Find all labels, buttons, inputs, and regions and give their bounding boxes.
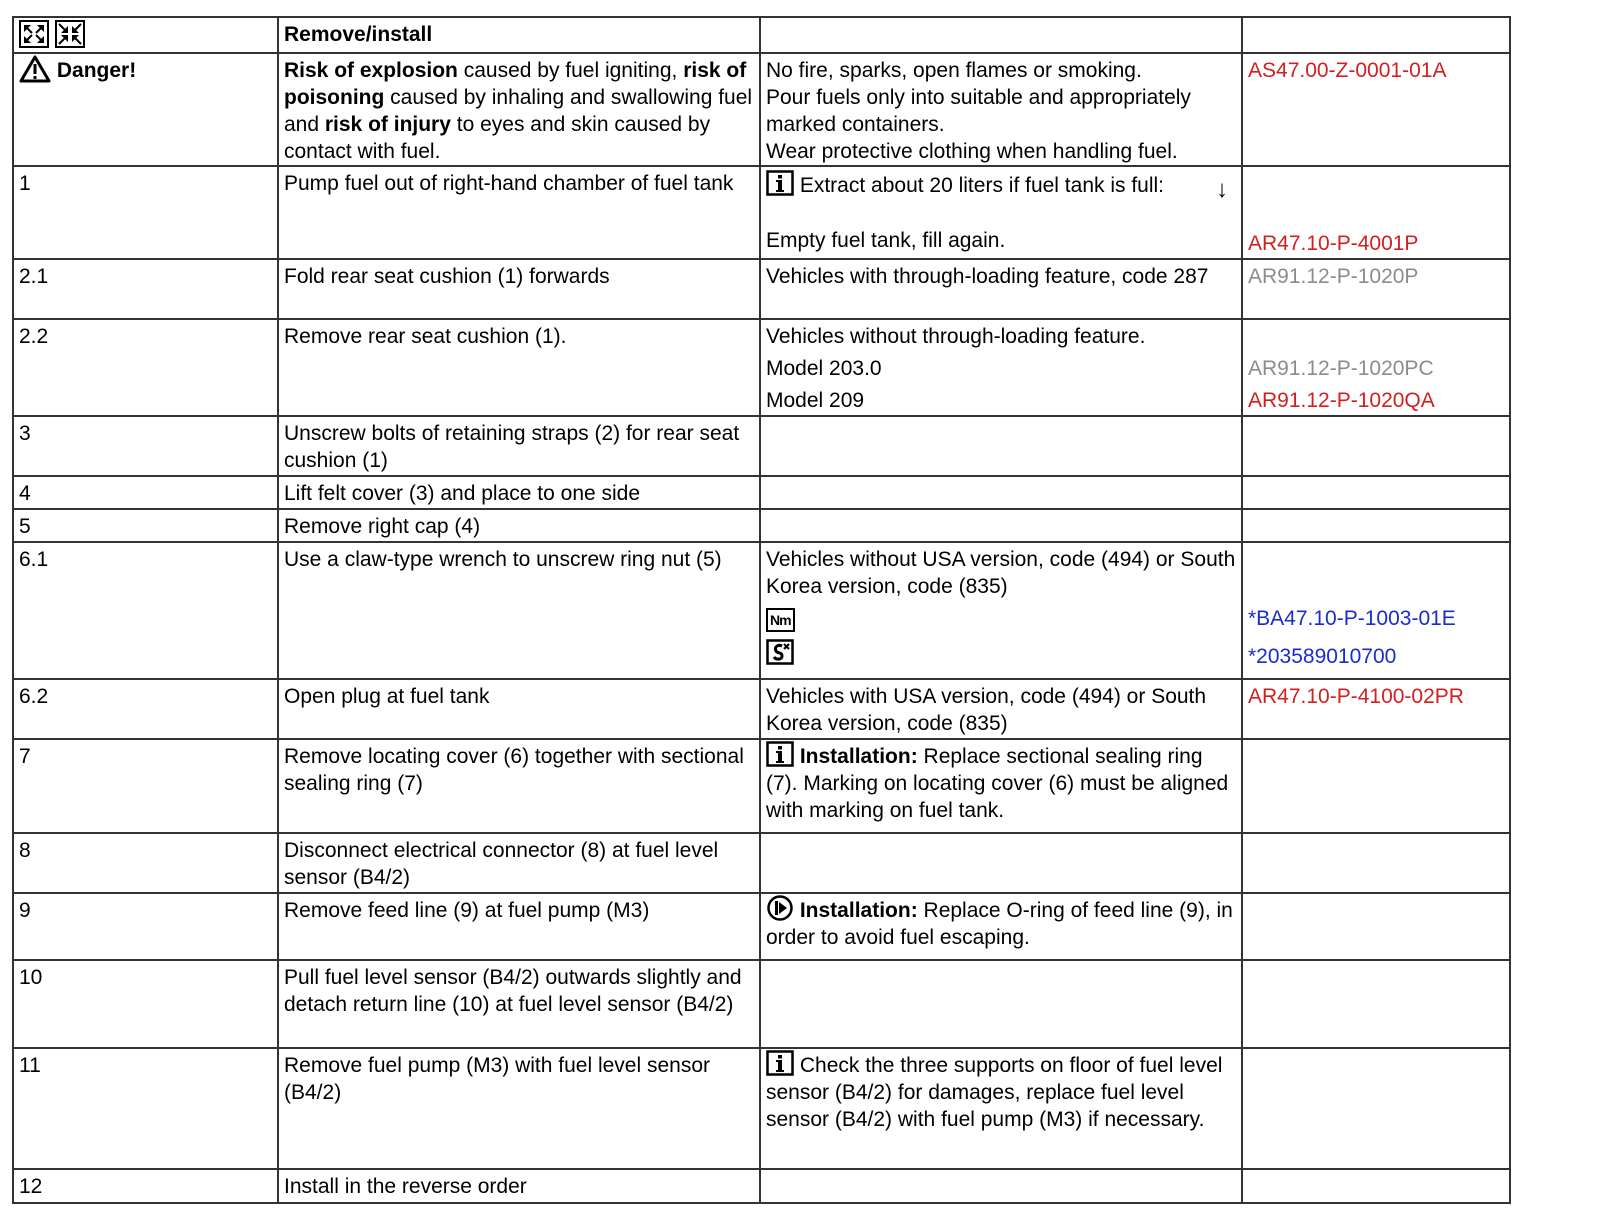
step-number: 10 — [13, 960, 278, 1048]
step-row — [13, 679, 1510, 739]
torque-icon-label: Nm — [770, 612, 791, 629]
empty-cell — [1242, 1169, 1510, 1203]
installation-label: Installation: — [799, 745, 918, 768]
step-number: 1 — [13, 166, 278, 259]
step-text: Fold rear seat cushion (1) forwards — [278, 259, 760, 319]
step-ref-link[interactable]: AR91.12-P-1020QA — [1248, 389, 1435, 412]
step-ref-cell — [1242, 542, 1510, 679]
header-empty-cell — [1242, 17, 1510, 53]
danger-label: Danger! — [56, 59, 137, 82]
step-condition-cell — [760, 319, 1242, 416]
measure-item: No fire, sparks, open flames or smoking. — [766, 59, 1142, 82]
info-note-secondary: Empty fuel tank, fill again. — [766, 229, 1006, 252]
danger-row — [13, 53, 1510, 166]
warning-triangle-icon — [19, 55, 51, 83]
step-number: 2.2 — [13, 319, 278, 416]
risk-explosion-text: caused by fuel igniting, — [457, 59, 678, 82]
step-number: 6.1 — [13, 542, 278, 679]
step-number: 4 — [13, 476, 278, 509]
step-text: Pump fuel out of right-hand chamber of fuel tank — [278, 166, 760, 259]
step-number: 12 — [13, 1169, 278, 1203]
step-text: Open plug at fuel tank — [278, 679, 760, 739]
step-note-cell — [760, 893, 1242, 960]
empty-cell — [760, 1169, 1242, 1203]
empty-cell — [760, 509, 1242, 542]
empty-cell — [760, 476, 1242, 509]
empty-cell — [1242, 509, 1510, 542]
empty-cell — [760, 960, 1242, 1048]
procedure-table — [12, 16, 1511, 1204]
step-ref-link[interactable]: AR91.12-P-1020PC — [1248, 357, 1434, 380]
model-label: Model 209 — [766, 389, 865, 412]
step-text: Remove rear seat cushion (1). — [278, 319, 760, 416]
step-row — [13, 319, 1510, 416]
step-row — [13, 1048, 1510, 1169]
empty-cell — [760, 416, 1242, 476]
step-ref-cell — [1242, 319, 1510, 416]
step-condition: Vehicles with USA version, code (494) or South Korea version, code (835) — [760, 679, 1242, 739]
step-number: 9 — [13, 893, 278, 960]
empty-cell — [1242, 476, 1510, 509]
empty-cell — [1242, 739, 1510, 833]
risk-poisoning-text: caused by inhaling and swallowing fuel and — [284, 86, 753, 136]
header-empty-cell — [760, 17, 1242, 53]
installation-note: Replace O-ring of feed line (9), in order to avoid fuel escaping. — [766, 899, 1233, 949]
torque-nm-icon — [766, 608, 795, 632]
step-condition-cell — [760, 542, 1242, 679]
step-number: 7 — [13, 739, 278, 833]
empty-cell — [1242, 833, 1510, 893]
step-row — [13, 416, 1510, 476]
step-number: 11 — [13, 1048, 278, 1169]
empty-cell — [1242, 1048, 1510, 1169]
risk-explosion: Risk of explosion — [284, 59, 458, 82]
caution-circle-icon — [766, 894, 794, 922]
step-text: Remove locating cover (6) together with sectional sealing ring (7) — [278, 739, 760, 833]
step-row — [13, 833, 1510, 893]
step-text: Remove feed line (9) at fuel pump (M3) — [278, 893, 760, 960]
step-text: Remove right cap (4) — [278, 509, 760, 542]
info-note: Extract about 20 liters if fuel tank is full: — [799, 174, 1165, 197]
measure-item: Wear protective clothing when handling fuel. — [766, 140, 1178, 163]
danger-measures-cell — [760, 53, 1242, 166]
step-number: 2.1 — [13, 259, 278, 319]
step-ref-cell — [1242, 166, 1510, 259]
header-row — [13, 17, 1510, 53]
step-note-cell — [760, 166, 1242, 259]
step-row — [13, 476, 1510, 509]
step-text: Pull fuel level sensor (B4/2) outwards slightly and detach return line (10) at fuel level sensor (B4/2) — [278, 960, 760, 1048]
step-condition: Vehicles without USA version, code (494) or South Korea version, code (835) — [766, 548, 1236, 598]
step-row — [13, 893, 1510, 960]
empty-cell — [1242, 893, 1510, 960]
step-row — [13, 739, 1510, 833]
header-title: Remove/install — [278, 17, 760, 53]
empty-cell — [760, 833, 1242, 893]
step-number: 8 — [13, 833, 278, 893]
installation-label: Installation: — [799, 899, 918, 922]
measure-item: Pour fuels only into suitable and appropriately marked containers. — [766, 86, 1191, 136]
info-icon — [766, 1050, 794, 1076]
expand-icon[interactable] — [19, 20, 49, 48]
empty-cell — [1242, 416, 1510, 476]
step-number: 3 — [13, 416, 278, 476]
step-text: Unscrew bolts of retaining straps (2) for rear seat cushion (1) — [278, 416, 760, 476]
step-row — [13, 166, 1510, 259]
info-note: Check the three supports on floor of fuel level sensor (B4/2) for damages, replace fuel level sensor (B4/2) with fuel pump (M3) if necessary. — [766, 1054, 1223, 1131]
step-number: 6.2 — [13, 679, 278, 739]
step-text: Remove fuel pump (M3) with fuel level sensor (B4/2) — [278, 1048, 760, 1169]
step-text: Disconnect electrical connector (8) at fuel level sensor (B4/2) — [278, 833, 760, 893]
risk-poisoning: risk of poisoning — [284, 59, 747, 109]
step-text: Use a claw-type wrench to unscrew ring nut (5) — [278, 542, 760, 679]
collapse-icon[interactable] — [55, 20, 85, 48]
step-note-cell — [760, 1048, 1242, 1169]
step-row — [13, 509, 1510, 542]
step-condition: Vehicles with through-loading feature, code 287 — [760, 259, 1242, 319]
tool-ref-link[interactable]: *203589010700 — [1248, 645, 1397, 668]
step-number: 5 — [13, 509, 278, 542]
step-note-cell — [760, 739, 1242, 833]
step-condition: Vehicles without through-loading feature. — [766, 325, 1146, 348]
empty-cell — [1242, 960, 1510, 1048]
danger-ref-link[interactable]: AS47.00-Z-0001-01A — [1242, 53, 1510, 166]
risk-injury-text: to eyes and skin caused by contact with fuel. — [284, 113, 711, 163]
step-ref-link[interactable]: AR47.10-P-4100-02PR — [1242, 679, 1510, 739]
danger-label-cell — [13, 53, 278, 166]
step-ref-link[interactable]: AR47.10-P-4001P — [1248, 232, 1419, 255]
torque-ref-link[interactable]: *BA47.10-P-1003-01E — [1248, 607, 1456, 630]
step-row — [13, 259, 1510, 319]
step-text: Install in the reverse order — [278, 1169, 760, 1203]
step-row — [13, 960, 1510, 1048]
info-icon — [766, 741, 794, 767]
down-arrow-icon: ↓ — [1216, 176, 1228, 203]
step-row — [13, 1169, 1510, 1203]
header-icons-cell — [13, 17, 278, 53]
danger-risk-cell — [278, 53, 760, 166]
step-text: Lift felt cover (3) and place to one side — [278, 476, 760, 509]
installation-note: Replace sectional sealing ring (7). Marking on locating cover (6) must be aligned with marking on fuel tank. — [766, 745, 1229, 822]
special-tool-icon — [766, 639, 794, 665]
risk-injury: risk of injury — [324, 113, 451, 136]
step-row — [13, 542, 1510, 679]
model-label: Model 203.0 — [766, 357, 882, 380]
step-ref-link[interactable]: AR91.12-P-1020P — [1242, 259, 1510, 319]
info-icon — [766, 170, 794, 196]
